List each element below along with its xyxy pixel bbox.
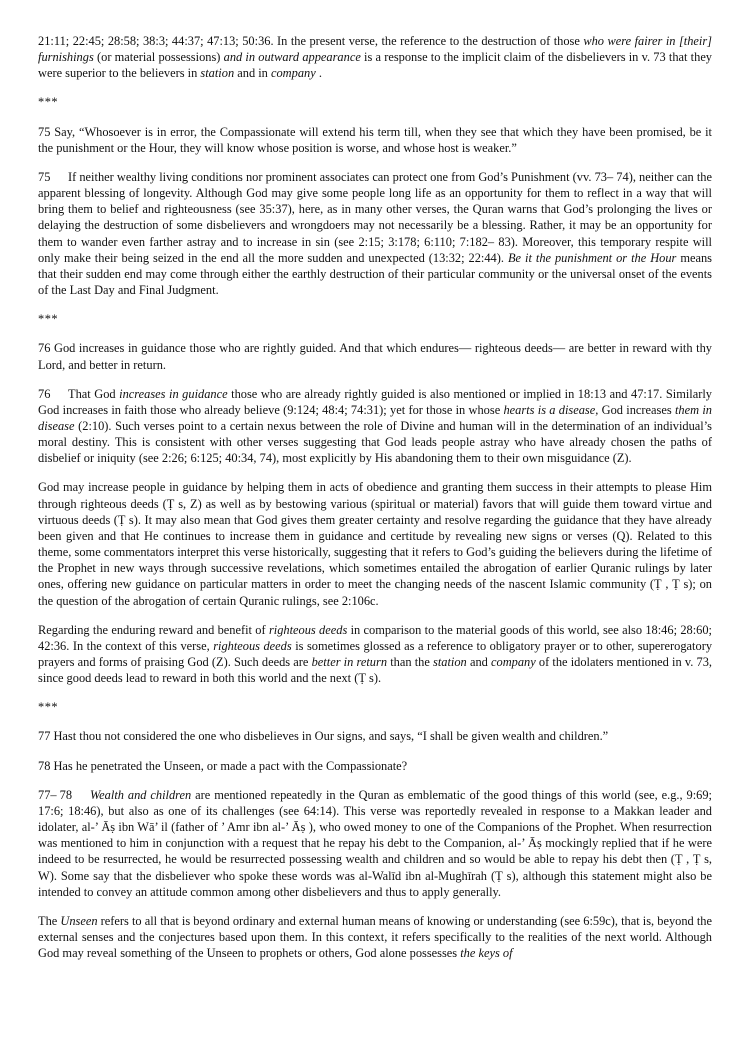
page-text-column <box>38 33 712 961</box>
commentary-verse-76: 76 That God increases in guidance those who are already rightly guided is also mentioned or implied in 18:13 and 47:17. Similarly God increases in faith those who already believe (9:124; 48:4; 74:31); yet for those in whose hearts is a disease, God increases them in disease (2:10). Such verses point to a certain nexus between the role of Divine and human will in the determination of an individual’s moral destiny. This is consistent with other verses suggesting that God leads people astray who have already chosen the paths of disbelief or iniquity (see 2:26; 6:125; 40:34, 74), most explicitly by His abandoning them to their own misguidance (Z). <box>38 386 712 466</box>
verse-77-text: 77 Hast thou not considered the one who disbelieves in Our signs, and says, “I shall be given wealth and children.” <box>38 729 609 744</box>
section-separator-2: *** <box>38 312 59 327</box>
verse-78-text: 78 Has he penetrated the Unseen, or made a pact with the Compassionate? <box>38 758 408 773</box>
paragraph-verse-74-commentary-continued: 21:11; 22:45; 28:58; 38:3; 44:37; 47:13; 50:36. In the present verse, the reference to the destruction of those who were fairer in [their] furnishings (or material possessions) and in outward appearance is a response to the implicit claim of the disbelievers in v. 73 that they were superior to the believers in station and in company . <box>38 34 713 81</box>
commentary-unseen-paragraph: The Unseen refers to all that is beyond ordinary and external human means of knowing or understanding (see 6:59c), that is, beyond the external senses and the conjectures based upon them. In this context, it refers specifically to the realities of the next world. Although God may reveal something of the Unseen to prophets or others, God alone possesses the keys of <box>38 913 712 961</box>
commentary-verse-76-paragraph-2: God may increase people in guidance by helping them in acts of obedience and granting them success in their attempts to please Him through righteous deeds (Ṭ s, Z) as well as by bestowing various (spiritual or material) favors that will guide them toward virtue and virtuous deeds (Ṭ s). It may also mean that God gives them greater certainty and resolve regarding the guidance that they have already been given and that He continues to increase them in guidance and certitude by revealing new signs or verses (Q). Related to this theme, some commentators interpret this verse historically, suggesting that it refers to God’s guiding the believers during the lifetime of the Prophet in new ways through successive revelations, which sometimes entailed the abrogation of earlier Quranic rulings by later ones, offering new guidance on particular matters in order to meet the changing needs of the nascent Islamic community (Ṭ , Ṭ s); on the question of the abrogation of certain Quranic rulings, see 2:106c. <box>38 480 712 608</box>
verse-76-text: 76 God increases in guidance those who are rightly guided. And that which endures— righteous deeds— are better in reward with thy Lord, and better in return. <box>38 341 712 372</box>
commentary-verse-75: 75 If neither wealthy living conditions nor prominent associates can protect one from God’s Punishment (vv. 73– 74), neither can the apparent blessing of longevity. Although God may give some people long life as an opportunity for them to reflect in a way that will bring them to belief and righteousness (see 35:37), here, as in many other verses, the Quran warns that God’s prolonging the lives or delaying the destruction of some disbelievers and wrongdoers may not necessarily be a blessing. Rather, it may be an opportunity for them to wander even farther astray and to increase in sin (see 2:15; 3:178; 6:110; 7:182– 83). Moreover, this temporary respite will only make their being seized in the end all the more sudden and unexpected (13:32; 22:44). Be it the punishment or the Hour means that their sudden end may come through either the earthly destruction of their particular community or the universal onset of the events of the Last Day and Final Judgment. <box>38 169 712 298</box>
verse-75-text: 75 Say, “Whosoever is in error, the Compassionate will extend his term till, when they see that which they have been promised, be it the punishment or the Hour, they will know whose position is worse, and whose host is weaker.” <box>38 124 712 155</box>
commentary-verse-76-paragraph-3: Regarding the enduring reward and benefit of righteous deeds in comparison to the material goods of this world, see also 18:46; 28:60; 42:36. In the context of this verse, righteous deeds is sometimes glossed as a reference to obligatory prayer or to other, supererogatory prayers and forms of praising God (Z). Such deeds are better in return than the station and company of the idolaters mentioned in v. 73, since good deeds lead to reward in both this world and the next (Ṭ s). <box>38 622 713 686</box>
commentary-verses-77-78: 77– 78 Wealth and children are mentioned repeatedly in the Quran as emblematic of the good things of this world (see, e.g., 9:69; 17:6; 18:46), but also as one of its challenges (see 64:14). This verse was reportedly revealed in response to a Makkan leader and idolater, al-’ Āṣ ibn Wā’ il (father of ’ Amr ibn al-’ Āṣ ), who owed money to one of the Companions of the Prophet. When resurrection was mentioned to him in conjunction with a request that he repay his debt to the Companion, al-’ Āṣ mockingly replied that if he were indeed to be resurrected, he would be resurrected possessing wealth and children and so would be able to repay his debt then (Ṭ , Ṭ s, W). Some say that the disbeliever who spoke these words was al-Walīd ibn al-Mughīrah (Ṭ s), although this statement might also be intended to convey an attitude common among other disbelievers and thus to apply generally. <box>38 787 712 899</box>
section-separator-1: *** <box>38 95 59 110</box>
section-separator-3: *** <box>38 700 59 715</box>
